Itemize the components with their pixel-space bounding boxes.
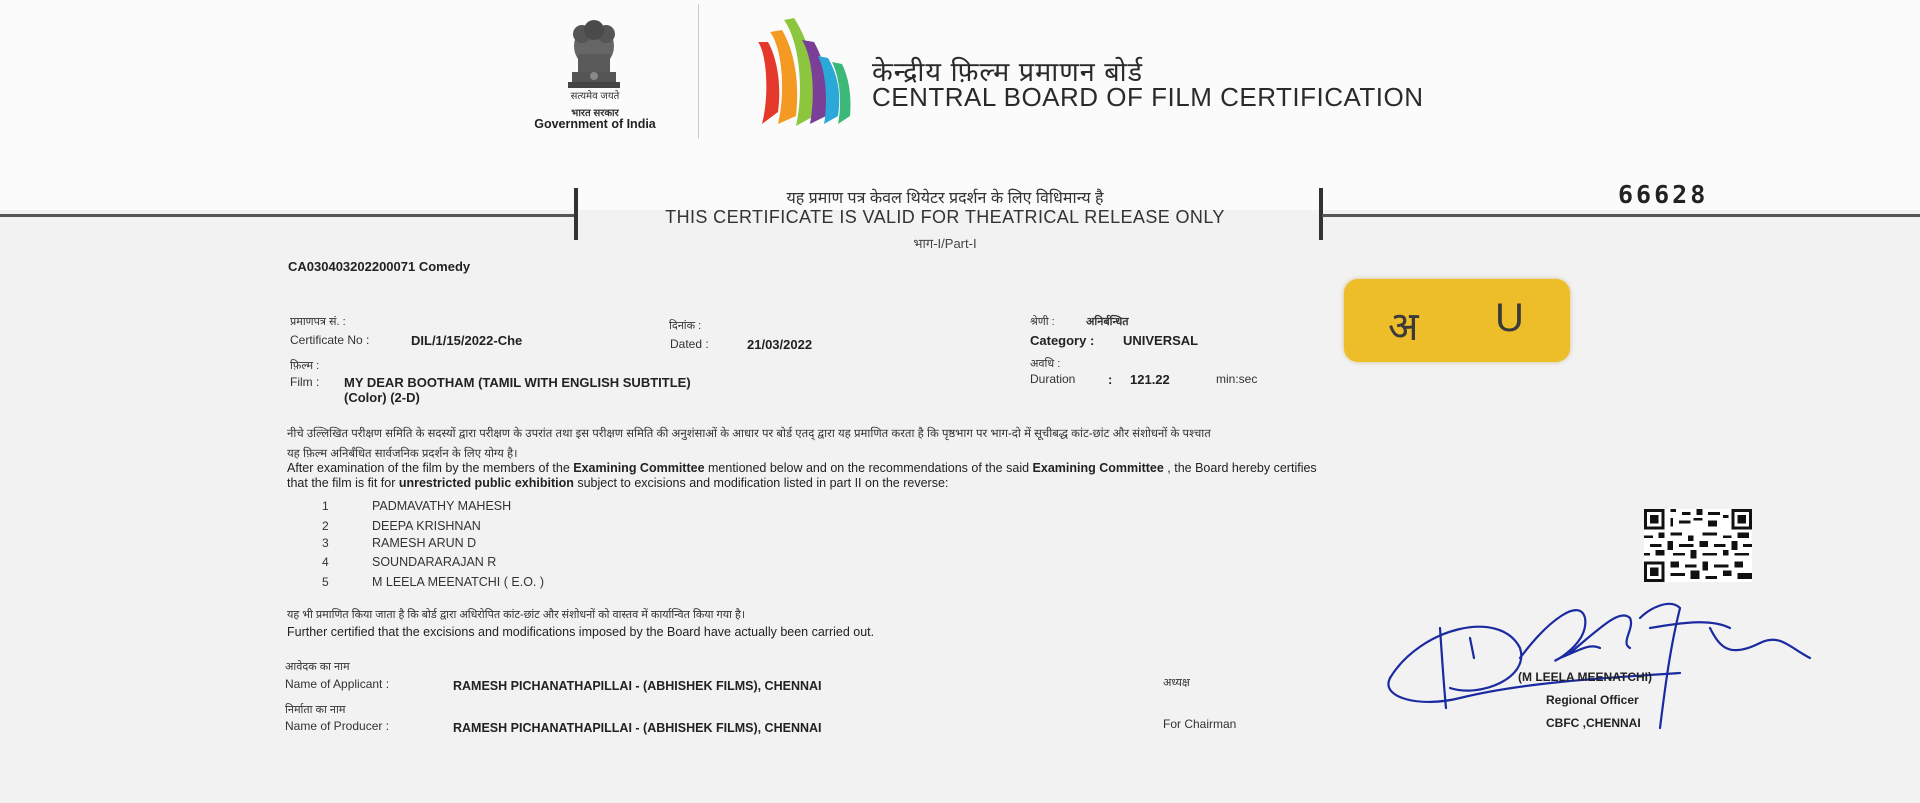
- further-certified-english: Further certified that the excisions and modifications imposed by the Board have actually been carried out.: [287, 625, 875, 639]
- film-label-hindi: फ़िल्म :: [290, 360, 320, 372]
- officer-office: CBFC ,CHENNAI: [1546, 716, 1641, 730]
- validity-english: THIS CERTIFICATE IS VALID FOR THEATRICAL RELEASE ONLY: [665, 207, 1225, 227]
- member-name: M LEELA MEENATCHI ( E.O. ): [372, 575, 545, 589]
- duration-label-hindi: अवधि :: [1030, 358, 1061, 370]
- member-name: DEEPA KRISHNAN: [372, 519, 481, 533]
- cert-no-label: Certificate No :: [290, 333, 370, 347]
- emblem-motto: सत्यमेव जयते: [570, 91, 620, 102]
- applicant-label: Name of Applicant :: [285, 677, 390, 691]
- header-divider: [698, 4, 699, 139]
- officer-title: Regional Officer: [1546, 693, 1639, 707]
- category-value: UNIVERSAL: [1123, 333, 1199, 348]
- rating-hindi: अ: [1388, 305, 1419, 349]
- board-name-hindi: केन्द्रीय फ़िल्म प्रमाणन बोर्ड: [872, 57, 1144, 87]
- rating-badge: [1344, 279, 1570, 362]
- producer-value: RAMESH PICHANATHAPILLAI - (ABHISHEK FILMS), CHENNAI: [453, 721, 822, 735]
- producer-label-hindi: निर्माता का नाम: [285, 704, 346, 716]
- applicant-value: RAMESH PICHANATHAPILLAI - (ABHISHEK FILMS), CHENNAI: [453, 679, 822, 693]
- film-format: (Color) (2-D): [344, 390, 420, 405]
- member-number: 1: [322, 499, 329, 513]
- chairman-hindi: अध्यक्ष: [1163, 677, 1190, 689]
- member-number: 3: [322, 536, 329, 550]
- category-label: Category :: [1030, 333, 1095, 348]
- duration-value: 121.22: [1130, 372, 1170, 387]
- duration-unit: min:sec: [1216, 372, 1258, 386]
- emblem-icon: [558, 14, 630, 96]
- member-number: 5: [322, 575, 329, 589]
- gov-hindi: भारत सरकार: [571, 108, 619, 119]
- banner-line-right: [1322, 214, 1920, 217]
- part-label: भाग-I/Part-I: [913, 236, 977, 251]
- member-number: 4: [322, 555, 329, 569]
- applicant-label-hindi: आवेदक का नाम: [285, 661, 350, 673]
- qr-code-icon: [1644, 509, 1752, 582]
- serial-number: 66628: [1618, 180, 1709, 209]
- gov-english: Government of India: [534, 117, 656, 131]
- board-name-english: CENTRAL BOARD OF FILM CERTIFICATION: [872, 82, 1424, 112]
- further-certified-hindi: यह भी प्रमाणित किया जाता है कि बोर्ड द्वारा अधिरोपित कांट-छांट और संशोधनों को वास्तव में कार्यान्वित किया गया है।: [287, 609, 746, 621]
- officer-name: (M LEELA MEENATCHI): [1518, 670, 1652, 684]
- certification-paragraph-hindi: नीचे उल्लिखित परीक्षण समिति के सदस्यों द्वारा परीक्षण के उपरांत तथा इस परीक्षण समिति की अनुशंसाओं के आधार पर बोर्ड एतद् द्वारा यह प्रमाणित करता है कि पृष्ठभाग पर भाग-दो में सूचीबद्ध कांट-छांट और संशोधनों के पश्चात यह फ़िल्म अनिर्बंधित सार्वजनिक प्रदर्शन के लिए योग्य है।: [287, 428, 1211, 460]
- banner-line-left: [0, 214, 577, 217]
- cbfc-logo-icon: [748, 12, 858, 130]
- member-name: RAMESH ARUN D: [372, 536, 477, 550]
- member-name: PADMAVATHY MAHESH: [372, 499, 512, 513]
- cert-no-value: DIL/1/15/2022-Che: [411, 333, 523, 348]
- rating-english: U: [1495, 296, 1524, 340]
- category-label-hindi: श्रेणी :: [1030, 316, 1055, 328]
- duration-label: Duration: [1030, 372, 1076, 386]
- category-value-hindi: अनिर्बन्धित: [1086, 316, 1129, 328]
- duration-colon: :: [1108, 372, 1113, 387]
- member-number: 2: [322, 519, 329, 533]
- cert-no-label-hindi: प्रमाणपत्र सं. :: [290, 316, 346, 328]
- validity-hindi: यह प्रमाण पत्र केवल थियेटर प्रदर्शन के लिए विधिमान्य है: [786, 190, 1104, 207]
- film-label: Film :: [290, 375, 320, 389]
- date-value: 21/03/2022: [747, 337, 813, 352]
- for-chairman: For Chairman: [1163, 717, 1237, 731]
- film-title: MY DEAR BOOTHAM (TAMIL WITH ENGLISH SUBTITLE): [344, 375, 691, 390]
- date-label: Dated :: [670, 337, 709, 351]
- member-name: SOUNDARARAJAN R: [372, 555, 497, 569]
- certificate-code: CA030403202200071 Comedy: [288, 259, 471, 274]
- date-label-hindi: दिनांक :: [669, 320, 702, 332]
- certification-paragraph-english: After examination of the film by the members of the Examining Committee mentioned below and on the recommendations of the said Examining Committee , the Board hereby certifies that the film is fit for unrestricted public exhibition subject to excisions and modification listed in part II on the reverse:: [287, 461, 1317, 490]
- producer-label: Name of Producer :: [285, 719, 390, 733]
